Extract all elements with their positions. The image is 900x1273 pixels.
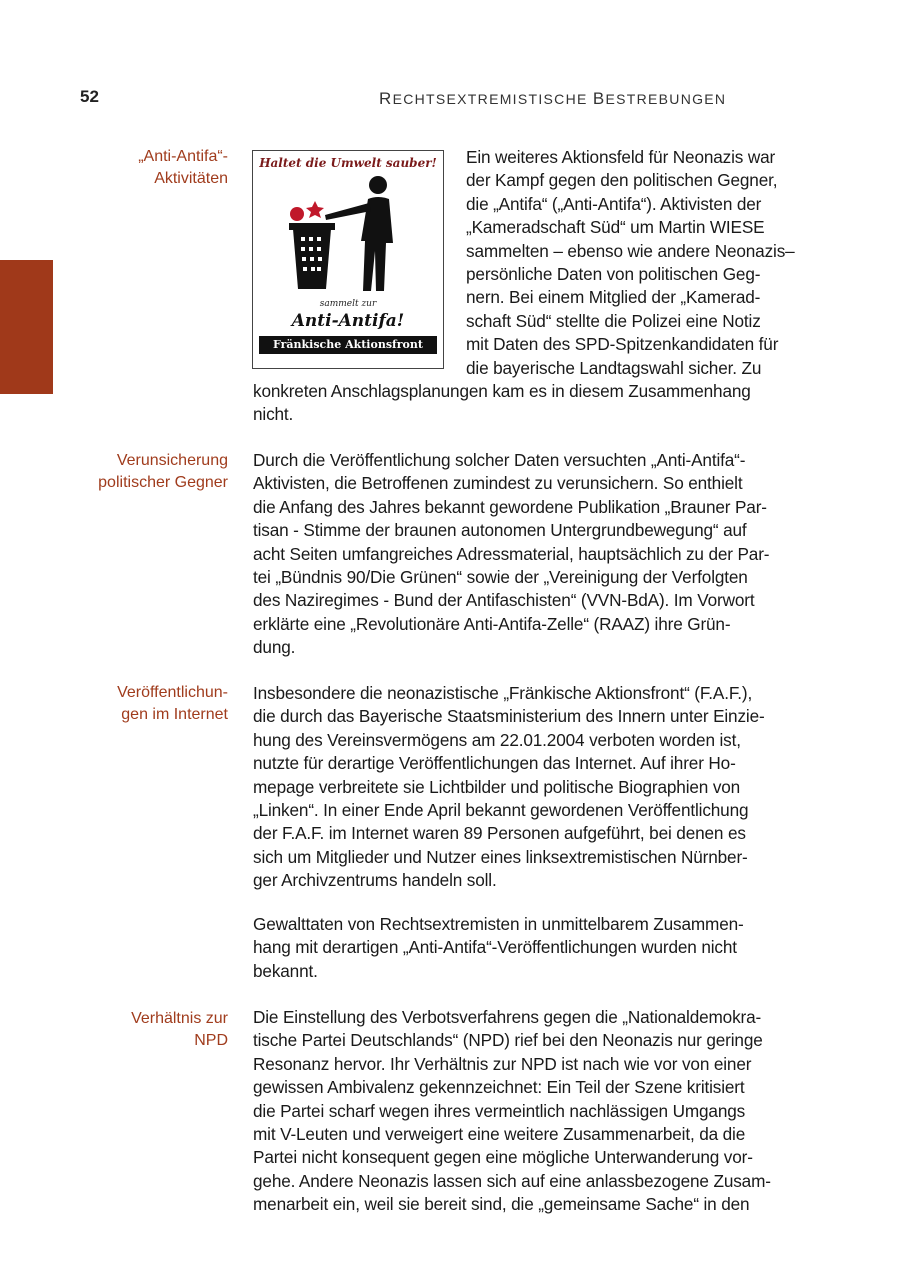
paragraph-internet xyxy=(253,682,815,893)
running-head-part: B xyxy=(592,89,606,108)
text-line: dung. xyxy=(253,637,296,658)
text-line: hang mit derartigen „Anti-Antifa“-Veröffentlichungen wurden nicht xyxy=(253,937,737,958)
text-line: persönliche Daten von politischen Geg- xyxy=(466,264,761,285)
text-line: Aktivisten, die Betroffenen zumindest zu verunsichern. So enthielt xyxy=(253,473,743,494)
margin-note-line: gen im Internet xyxy=(121,706,228,723)
margin-note-line: „Anti-Antifa“- xyxy=(138,148,228,165)
text-line: sammelten – ebenso wie andere Neonazis– xyxy=(466,240,795,261)
text-line: mepage verbreitete sie Lichtbilder und politische Biographien von xyxy=(253,776,741,797)
text-line: die bayerische Landtagswahl sicher. Zu xyxy=(466,357,762,378)
text-line: Resonanz hervor. Ihr Verhältnis zur NPD ist nach wie vor von einer xyxy=(253,1053,752,1074)
margin-note-line: Verhältnis zur xyxy=(131,1010,228,1027)
running-head-part: ECHTSEXTREMISTISCHE xyxy=(392,91,593,107)
text-line: hung des Vereinsvermögens am 22.01.2004 verboten worden ist, xyxy=(253,729,741,750)
paragraph-npd xyxy=(253,1006,815,1217)
page-number: 52 xyxy=(80,87,99,106)
text-line: schaft Süd“ stellte die Polizei eine Notiz xyxy=(466,310,761,331)
text-line: die durch das Bayerische Staatsministerium des Innern unter Einzie- xyxy=(253,706,765,727)
text-line: gewissen Ambivalenz gekennzeichnet: Ein Teil der Szene kritisiert xyxy=(253,1077,745,1098)
text-line: sich um Mitglieder und Nutzer eines linksextremistischen Nürnber- xyxy=(253,846,748,867)
text-line: Die Einstellung des Verbotsverfahrens gegen die „Nationaldemokra- xyxy=(253,1007,762,1027)
text-line: mit Daten des SPD-Spitzenkandidaten für xyxy=(466,334,779,355)
text-line: nicht. xyxy=(253,404,294,425)
text-line: Durch die Veröffentlichung solcher Daten versuchten „Anti-Antifa“- xyxy=(253,450,746,470)
text-line: des Naziregimes - Bund der Antifaschisten“ (VVN-BdA). Im Vorwort xyxy=(253,590,755,611)
text-line: die „Antifa“ („Anti-Antifa“). Aktivisten der xyxy=(466,193,762,214)
text-line: Gewalttaten von Rechtsextremisten in unmittelbarem Zusammen- xyxy=(253,914,744,934)
poster-slogan: Haltet die Umwelt sauber! xyxy=(259,156,437,170)
text-line: nutzte für derartige Veröffentlichungen das Internet. Auf ihrer Ho- xyxy=(253,753,736,774)
text-line: der F.A.F. im Internet waren 89 Personen aufgeführt, bei denen es xyxy=(253,823,746,844)
text-line: Ein weiteres Aktionsfeld für Neonazis war xyxy=(466,147,776,167)
text-line: „Linken“. In einer Ende April bekannt gewordenen Veröffentlichung xyxy=(253,800,749,821)
margin-note-line: politischer Gegner xyxy=(98,474,228,491)
text-line: acht Seiten umfangreiches Adressmaterial, hauptsächlich zu der Par- xyxy=(253,543,770,564)
text-line: menarbeit ein, weil sie bereit sind, die „gemeinsame Sache“ in den xyxy=(253,1194,750,1215)
running-head xyxy=(379,89,726,109)
text-line: erklärte eine „Revolutionäre Anti-Antifa-Zelle“ (RAAZ) ihre Grün- xyxy=(253,613,731,634)
chapter-tab xyxy=(0,260,53,394)
text-line: die Anfang des Jahres bekannt gewordene Publikation „Brauner Par- xyxy=(253,496,767,517)
text-line: bekannt. xyxy=(253,960,318,981)
text-line: tische Partei Deutschlands“ (NPD) rief bei den Neonazis nur geringe xyxy=(253,1030,763,1051)
paragraph-verunsicherung xyxy=(253,449,815,660)
text-line: „Kameradschaft Süd“ um Martin WIESE xyxy=(466,217,765,238)
paragraph-gewalttaten xyxy=(253,913,815,983)
running-head-part: R xyxy=(379,89,393,108)
margin-note-line: Aktivitäten xyxy=(154,170,228,187)
text-line: tei „Bündnis 90/Die Grünen“ sowie der „Vereinigung der Verfolgten xyxy=(253,567,748,588)
text-line: Partei nicht konsequent gegen eine mögliche Unterwanderung vor- xyxy=(253,1147,753,1168)
text-line: mit V-Leuten und verweigert eine weitere Zusammenarbeit, da die xyxy=(253,1124,746,1145)
paragraph-anti-antifa xyxy=(253,146,815,427)
running-head-part: ESTREBUNGEN xyxy=(605,91,727,107)
text-line: tisan - Stimme der braunen autonomen Untergrundbewegung“ auf xyxy=(253,520,747,541)
text-line: konkreten Anschlagsplanungen kam es in diesem Zusammenhang xyxy=(253,381,751,402)
margin-note-line: Veröffentlichun- xyxy=(117,684,228,701)
margin-note-line: NPD xyxy=(194,1032,228,1049)
text-line: nern. Bei einem Mitglied der „Kamerad- xyxy=(466,287,761,308)
poster-banner: Fränkische Aktionsfront xyxy=(259,336,437,354)
text-line: der Kampf gegen den politischen Gegner, xyxy=(466,170,778,191)
margin-note-verunsicherung xyxy=(58,450,228,494)
margin-note-anti-antifa xyxy=(58,146,228,190)
text-line: gehe. Andere Neonazis lassen sich auf eine anlassbezogene Zusam- xyxy=(253,1170,771,1191)
margin-note-line: Verunsicherung xyxy=(116,452,228,469)
poster-headline: Anti-Antifa! xyxy=(291,311,405,331)
margin-note-npd xyxy=(58,1008,228,1052)
text-line: ger Archivzentrums handeln soll. xyxy=(253,870,497,891)
text-line: die Partei scharf wegen ihres vermeintlich nachlässigen Umgangs xyxy=(253,1100,746,1121)
text-line: Insbesondere die neonazistische „Fränkische Aktionsfront“ (F.A.F.), xyxy=(253,683,753,703)
poster-subline: sammelt zur xyxy=(319,299,377,309)
margin-note-internet xyxy=(58,682,228,726)
